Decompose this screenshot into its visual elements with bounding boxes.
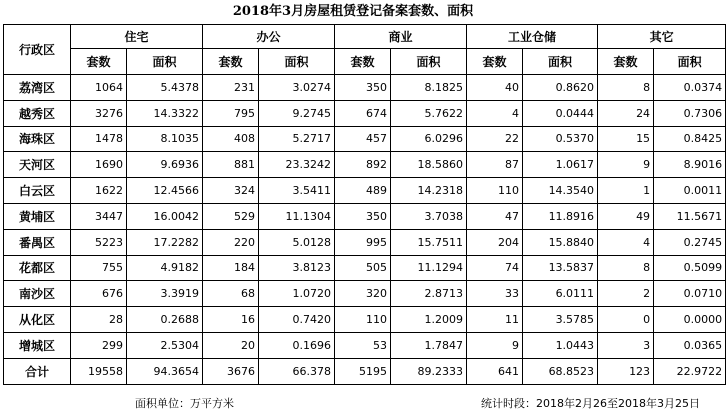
header-area: 面积 xyxy=(391,49,467,75)
header-area: 面积 xyxy=(654,49,726,75)
cell-count: 9 xyxy=(467,332,523,358)
header-area: 面积 xyxy=(259,49,335,75)
table-row xyxy=(4,75,726,101)
cell-count: 40 xyxy=(467,75,523,101)
cell-area: 66.378 xyxy=(259,358,335,384)
cell-area: 0.8620 xyxy=(523,75,598,101)
table-row xyxy=(4,281,726,307)
cell-area: 5.2717 xyxy=(259,126,335,152)
header-group-residential: 住宅 xyxy=(71,25,203,49)
cell-count: 505 xyxy=(335,255,391,281)
header-group-other: 其它 xyxy=(598,25,726,49)
cell-area: 0.0365 xyxy=(654,332,726,358)
cell-area: 0.7306 xyxy=(654,100,726,126)
cell-count: 1064 xyxy=(71,75,127,101)
district-name: 花都区 xyxy=(4,255,71,281)
district-name: 海珠区 xyxy=(4,126,71,152)
cell-count: 881 xyxy=(203,152,259,178)
cell-count: 641 xyxy=(467,358,523,384)
cell-count: 24 xyxy=(598,100,654,126)
cell-area: 1.2009 xyxy=(391,307,467,333)
total-row xyxy=(4,358,726,384)
cell-area: 11.1294 xyxy=(391,255,467,281)
cell-count: 299 xyxy=(71,332,127,358)
cell-count: 529 xyxy=(203,203,259,229)
district-name: 越秀区 xyxy=(4,100,71,126)
cell-area: 3.8123 xyxy=(259,255,335,281)
cell-area: 89.2333 xyxy=(391,358,467,384)
cell-area: 1.0443 xyxy=(523,332,598,358)
cell-count: 489 xyxy=(335,178,391,204)
cell-count: 53 xyxy=(335,332,391,358)
page-title: 2018年3月房屋租赁登记备案套数、面积 xyxy=(232,4,474,19)
cell-area: 13.5837 xyxy=(523,255,598,281)
cell-area: 2.8713 xyxy=(391,281,467,307)
cell-area: 5.0128 xyxy=(259,229,335,255)
table-row xyxy=(4,100,726,126)
cell-area: 1.0720 xyxy=(259,281,335,307)
area-unit-note: 面积单位：万平方米 xyxy=(135,397,234,410)
cell-area: 17.2282 xyxy=(127,229,203,255)
cell-area: 15.7511 xyxy=(391,229,467,255)
header-group-industrial: 工业仓储 xyxy=(467,25,598,49)
header-count: 套数 xyxy=(598,49,654,75)
cell-area: 3.7038 xyxy=(391,203,467,229)
cell-count: 220 xyxy=(203,229,259,255)
district-name: 南沙区 xyxy=(4,281,71,307)
cell-count: 110 xyxy=(467,178,523,204)
cell-area: 18.5860 xyxy=(391,152,467,178)
cell-area: 11.1304 xyxy=(259,203,335,229)
cell-area: 0.7420 xyxy=(259,307,335,333)
cell-area: 4.9182 xyxy=(127,255,203,281)
cell-count: 3276 xyxy=(71,100,127,126)
district-name: 天河区 xyxy=(4,152,71,178)
cell-count: 1622 xyxy=(71,178,127,204)
cell-count: 1690 xyxy=(71,152,127,178)
cell-area: 8.1825 xyxy=(391,75,467,101)
table-row xyxy=(4,229,726,255)
table-row xyxy=(4,152,726,178)
cell-count: 16 xyxy=(203,307,259,333)
cell-area: 0.1696 xyxy=(259,332,335,358)
header-count: 套数 xyxy=(335,49,391,75)
cell-count: 3447 xyxy=(71,203,127,229)
cell-area: 22.9722 xyxy=(654,358,726,384)
cell-count: 231 xyxy=(203,75,259,101)
rental-table xyxy=(3,24,726,385)
cell-area: 3.0274 xyxy=(259,75,335,101)
cell-count: 19558 xyxy=(71,358,127,384)
district-name: 增城区 xyxy=(4,332,71,358)
cell-count: 110 xyxy=(335,307,391,333)
cell-count: 755 xyxy=(71,255,127,281)
table-row xyxy=(4,126,726,152)
cell-count: 1 xyxy=(598,178,654,204)
table-row xyxy=(4,255,726,281)
cell-area: 14.2318 xyxy=(391,178,467,204)
cell-area: 9.2745 xyxy=(259,100,335,126)
cell-count: 123 xyxy=(598,358,654,384)
cell-area: 14.3540 xyxy=(523,178,598,204)
cell-area: 0.0444 xyxy=(523,100,598,126)
cell-area: 8.9016 xyxy=(654,152,726,178)
cell-area: 9.6936 xyxy=(127,152,203,178)
cell-area: 16.0042 xyxy=(127,203,203,229)
table-row xyxy=(4,203,726,229)
cell-area: 11.8916 xyxy=(523,203,598,229)
cell-count: 9 xyxy=(598,152,654,178)
header-group-office: 办公 xyxy=(203,25,335,49)
statistics-period: 统计时段：2018年2月26至2018年3月25日 xyxy=(481,397,700,410)
cell-area: 6.0296 xyxy=(391,126,467,152)
cell-area: 14.3322 xyxy=(127,100,203,126)
cell-count: 4 xyxy=(598,229,654,255)
header-district: 行政区 xyxy=(4,25,71,75)
cell-count: 350 xyxy=(335,75,391,101)
cell-area: 0.5370 xyxy=(523,126,598,152)
cell-count: 8 xyxy=(598,255,654,281)
header-area: 面积 xyxy=(127,49,203,75)
cell-count: 5223 xyxy=(71,229,127,255)
table-row xyxy=(4,178,726,204)
cell-area: 6.0111 xyxy=(523,281,598,307)
cell-count: 350 xyxy=(335,203,391,229)
cell-count: 68 xyxy=(203,281,259,307)
cell-count: 408 xyxy=(203,126,259,152)
header-group-commercial: 商业 xyxy=(335,25,467,49)
table-body xyxy=(4,75,726,385)
header-area: 面积 xyxy=(523,49,598,75)
footer xyxy=(0,394,706,414)
cell-count: 2 xyxy=(598,281,654,307)
cell-area: 0.8425 xyxy=(654,126,726,152)
district-name: 白云区 xyxy=(4,178,71,204)
cell-area: 0.0011 xyxy=(654,178,726,204)
cell-area: 5.7622 xyxy=(391,100,467,126)
cell-count: 676 xyxy=(71,281,127,307)
cell-area: 0.0710 xyxy=(654,281,726,307)
cell-count: 33 xyxy=(467,281,523,307)
cell-count: 4 xyxy=(467,100,523,126)
header-count: 套数 xyxy=(71,49,127,75)
header-count: 套数 xyxy=(467,49,523,75)
cell-area: 0.0000 xyxy=(654,307,726,333)
cell-count: 3 xyxy=(598,332,654,358)
cell-count: 1478 xyxy=(71,126,127,152)
cell-count: 49 xyxy=(598,203,654,229)
cell-area: 8.1035 xyxy=(127,126,203,152)
cell-area: 23.3242 xyxy=(259,152,335,178)
cell-count: 74 xyxy=(467,255,523,281)
cell-area: 5.4378 xyxy=(127,75,203,101)
cell-count: 22 xyxy=(467,126,523,152)
cell-area: 15.8840 xyxy=(523,229,598,255)
cell-count: 457 xyxy=(335,126,391,152)
district-name: 番禺区 xyxy=(4,229,71,255)
cell-area: 0.5099 xyxy=(654,255,726,281)
cell-count: 324 xyxy=(203,178,259,204)
cell-area: 3.5411 xyxy=(259,178,335,204)
cell-count: 995 xyxy=(335,229,391,255)
cell-count: 11 xyxy=(467,307,523,333)
district-name: 合计 xyxy=(4,358,71,384)
cell-area: 94.3654 xyxy=(127,358,203,384)
district-name: 荔湾区 xyxy=(4,75,71,101)
cell-area: 68.8523 xyxy=(523,358,598,384)
cell-count: 204 xyxy=(467,229,523,255)
cell-count: 674 xyxy=(335,100,391,126)
cell-count: 15 xyxy=(598,126,654,152)
cell-count: 184 xyxy=(203,255,259,281)
table-row xyxy=(4,332,726,358)
cell-count: 47 xyxy=(467,203,523,229)
cell-area: 0.0374 xyxy=(654,75,726,101)
district-name: 黄埔区 xyxy=(4,203,71,229)
cell-count: 87 xyxy=(467,152,523,178)
table-row xyxy=(4,307,726,333)
cell-area: 0.2745 xyxy=(654,229,726,255)
district-name: 从化区 xyxy=(4,307,71,333)
cell-count: 0 xyxy=(598,307,654,333)
cell-area: 0.2688 xyxy=(127,307,203,333)
cell-area: 3.3919 xyxy=(127,281,203,307)
cell-count: 20 xyxy=(203,332,259,358)
header-count: 套数 xyxy=(203,49,259,75)
cell-area: 3.5785 xyxy=(523,307,598,333)
cell-area: 11.5671 xyxy=(654,203,726,229)
cell-area: 2.5304 xyxy=(127,332,203,358)
cell-count: 28 xyxy=(71,307,127,333)
cell-count: 3676 xyxy=(203,358,259,384)
cell-count: 795 xyxy=(203,100,259,126)
cell-count: 892 xyxy=(335,152,391,178)
cell-count: 8 xyxy=(598,75,654,101)
cell-area: 1.0617 xyxy=(523,152,598,178)
cell-area: 12.4566 xyxy=(127,178,203,204)
cell-area: 1.7847 xyxy=(391,332,467,358)
cell-count: 320 xyxy=(335,281,391,307)
cell-count: 5195 xyxy=(335,358,391,384)
